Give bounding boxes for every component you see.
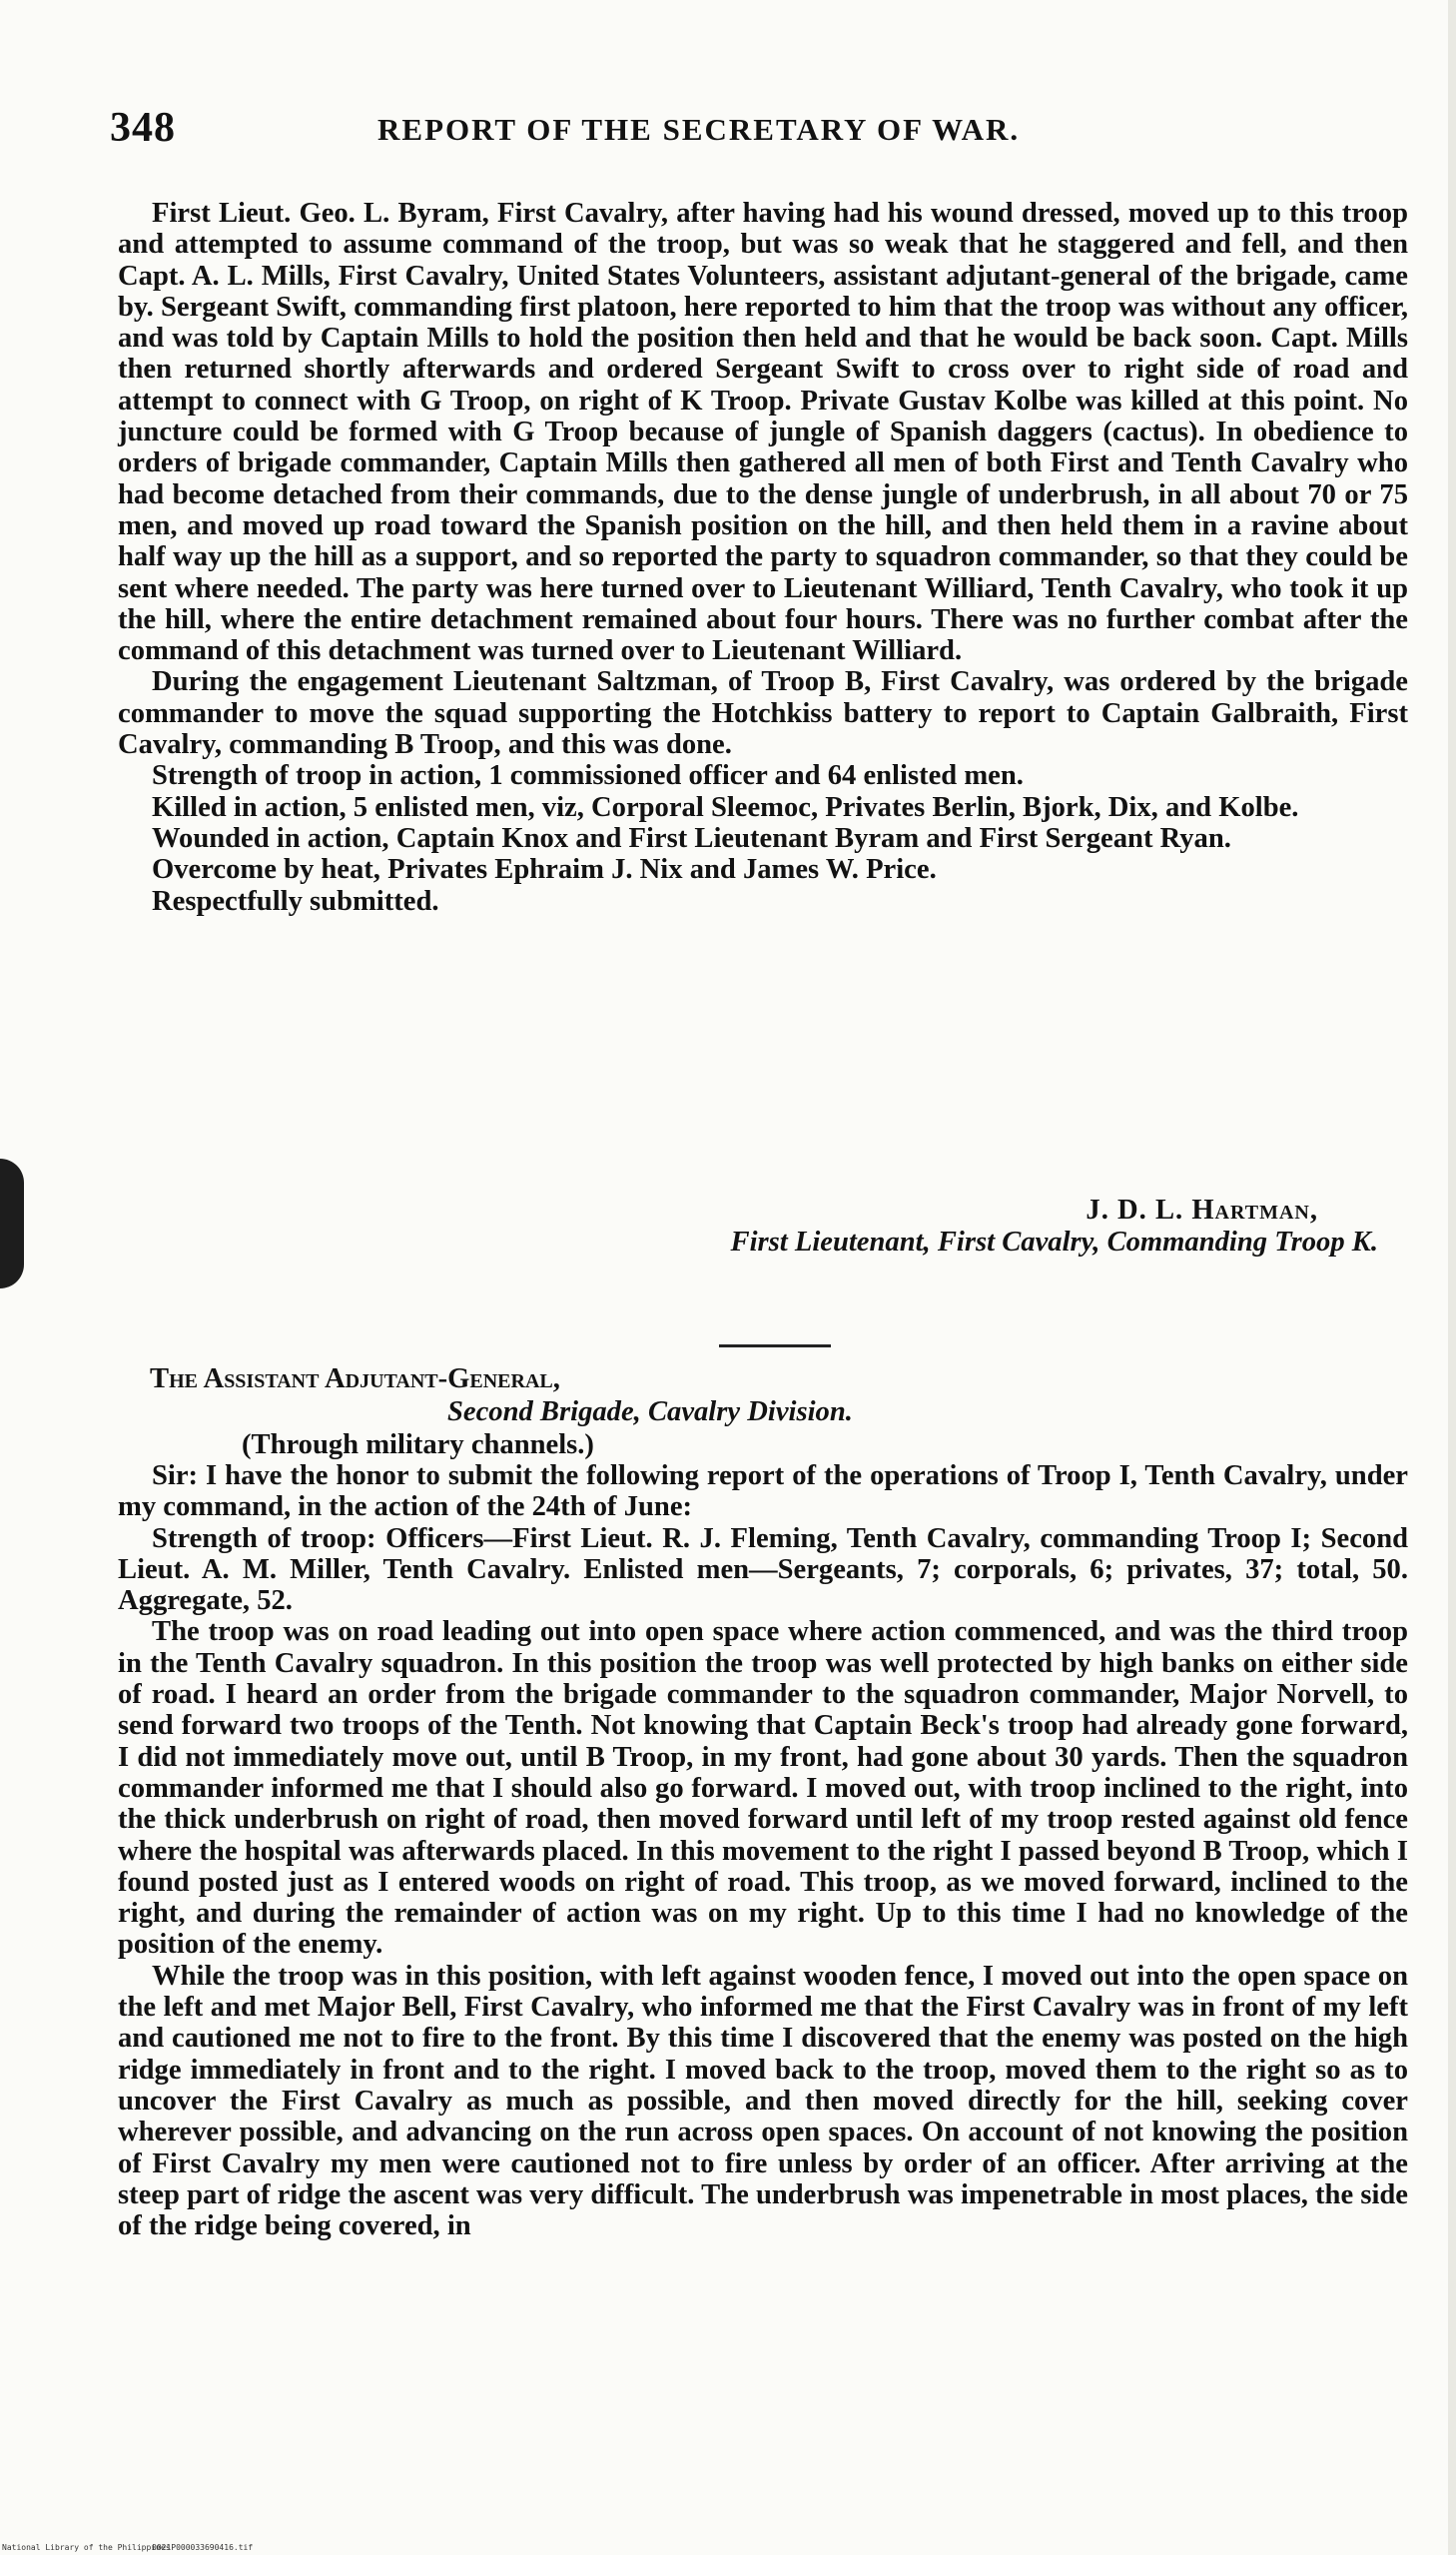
report-troop-i: [118, 1460, 1408, 2241]
paragraph: Killed in action, 5 enlisted men, viz, Corporal Sleemoc, Privates Berlin, Bjork, Dix, and Kolbe.: [152, 791, 1299, 823]
scan-smudge: [0, 1159, 24, 1288]
report-troop-k: [118, 198, 1408, 917]
address-unit: Second Brigade, Cavalry Division.: [447, 1396, 853, 1427]
address-recipient: The Assistant Adjutant-General,: [150, 1363, 560, 1394]
scan-edge: [1448, 0, 1456, 2555]
address-block: [150, 1362, 1348, 1461]
signature-name: J. D. L. Hartman,: [1086, 1195, 1318, 1226]
signature-block: [499, 1195, 1378, 1259]
address-channel: (Through military channels.): [242, 1429, 594, 1460]
page-header: [108, 104, 1396, 164]
paragraph: While the troop was in this position, with left against wooden fence, I moved out into the open space on the left and met Major Bell, First Cavalry, who informed me that the First Cavalry was in front of my left and cautioned me not to fire to the front. By this time I discovered that the enemy was posted on the high ridge immediately in front and to the right. I moved back to the troop, moved them to the right so as to uncover the First Cavalry as much as possible, and then moved directly for the hill, seeking cover wherever possible, and advancing on the run across open spaces. On account of not knowing the position of First Cavalry my men were cautioned not to fire unless by order of an officer. After arriving at the steep part of ridge the ascent was very difficult. The underbrush was impenetrable in most places, the side of the ridge being covered, in: [118, 1960, 1408, 2242]
paragraph: First Lieut. Geo. L. Byram, First Cavalry, after having had his wound dressed, moved up to this troop and attempted to assume command of the troop, but was so weak that he staggered and fell, and then Capt. A. L. Mills, First Cavalry, United States Volunteers, assistant adjutant-general of the brigade, came by. Sergeant Swift, commanding first platoon, here reported to him that the troop was without any officer, and was told by Captain Mills to hold the position then held and that he would be back soon. Capt. Mills then returned shortly afterwards and ordered Sergeant Swift to cross over to right side of road and attempt to connect with G Troop, on right of K Troop. Private Gustav Kolbe was killed at this point. No juncture could be formed with G Troop because of jungle of Spanish daggers (cactus). In obedience to orders of brigade commander, Captain Mills then gathered all men of both First and Tenth Cavalry who had become detached from their commands, due to the dense jungle of underbrush, in all about 70 or 75 men, and moved up road toward the Spanish position on the hill, and then held them in a ravine about half way up the hill as a support, and so reported the party to squadron commander, so that they could be sent where needed. The party was here turned over to Lieutenant Williard, Tenth Cavalry, who took it up the hill, where the entire detachment remained about four hours. There was no further combat after the command of this detachment was turned over to Lieutenant Williard.: [118, 198, 1408, 667]
paragraph: Wounded in action, Captain Knox and First Lieutenant Byram and First Sergeant Ryan.: [152, 822, 1231, 854]
paragraph: The troop was on road leading out into open space where action commenced, and was the third troop in the Tenth Cavalry squadron. In this position the troop was well protected by high banks on either side of road. I heard an order from the brigade commander to the squadron commander, Major Norvell, to send forward two troops of the Tenth. Not knowing that Captain Beck's troop had already gone forward, I did not immediately move out, until B Troop, in my front, had gone about 30 yards. Then the squadron commander informed me that I should also go forward. I moved out, with troop inclined to the right, into the thick underbrush on right of road, then moved forward until left of my troop rested against old fence where the hospital was afterwards placed. In this movement to the right I passed beyond B Troop, which I found posted just as I entered woods on right of road. This troop, as we moved forward, inclined to the right, and during the remainder of action was on my right. Up to this time I had no knowledge of the position of the enemy.: [118, 1616, 1408, 1961]
paragraph: During the engagement Lieutenant Saltzman, of Troop B, First Cavalry, was ordered by the brigade commander to move the squad supporting the Hotchkiss battery to report to Captain Galbraith, First Cavalry, commanding B Troop, and this was done.: [118, 666, 1408, 761]
paragraph: Strength of troop in action, 1 commissioned officer and 64 enlisted men.: [152, 760, 1024, 792]
section-divider: [719, 1344, 831, 1347]
page-number: 348: [110, 105, 176, 151]
paragraph: Strength of troop: Officers—First Lieut. R. J. Fleming, Tenth Cavalry, commanding Troop I; Second Lieut. A. M. Miller, Tenth Cavalry. Enlisted men—Sergeants, 7; corporals, 6; privates, 37; total, 50. Aggregate, 52.: [118, 1522, 1408, 1617]
running-head: REPORT OF THE SECRETARY OF WAR.: [377, 112, 1021, 147]
paragraph: Respectfully submitted.: [152, 885, 439, 917]
signature-title: First Lieutenant, First Cavalry, Commanding Troop K.: [730, 1227, 1378, 1258]
footer-source: National Library of the Philippines: [2, 2543, 171, 2552]
paragraph: Sir: I have the honor to submit the following report of the operations of Troop I, Tenth Cavalry, under my command, in the action of the 24th of June:: [118, 1460, 1408, 1523]
paragraph: Overcome by heat, Privates Ephraim J. Nix and James W. Price.: [152, 854, 937, 886]
scan-footer: [0, 2541, 1456, 2555]
footer-file: 0021P000033690416.tif: [152, 2543, 254, 2552]
